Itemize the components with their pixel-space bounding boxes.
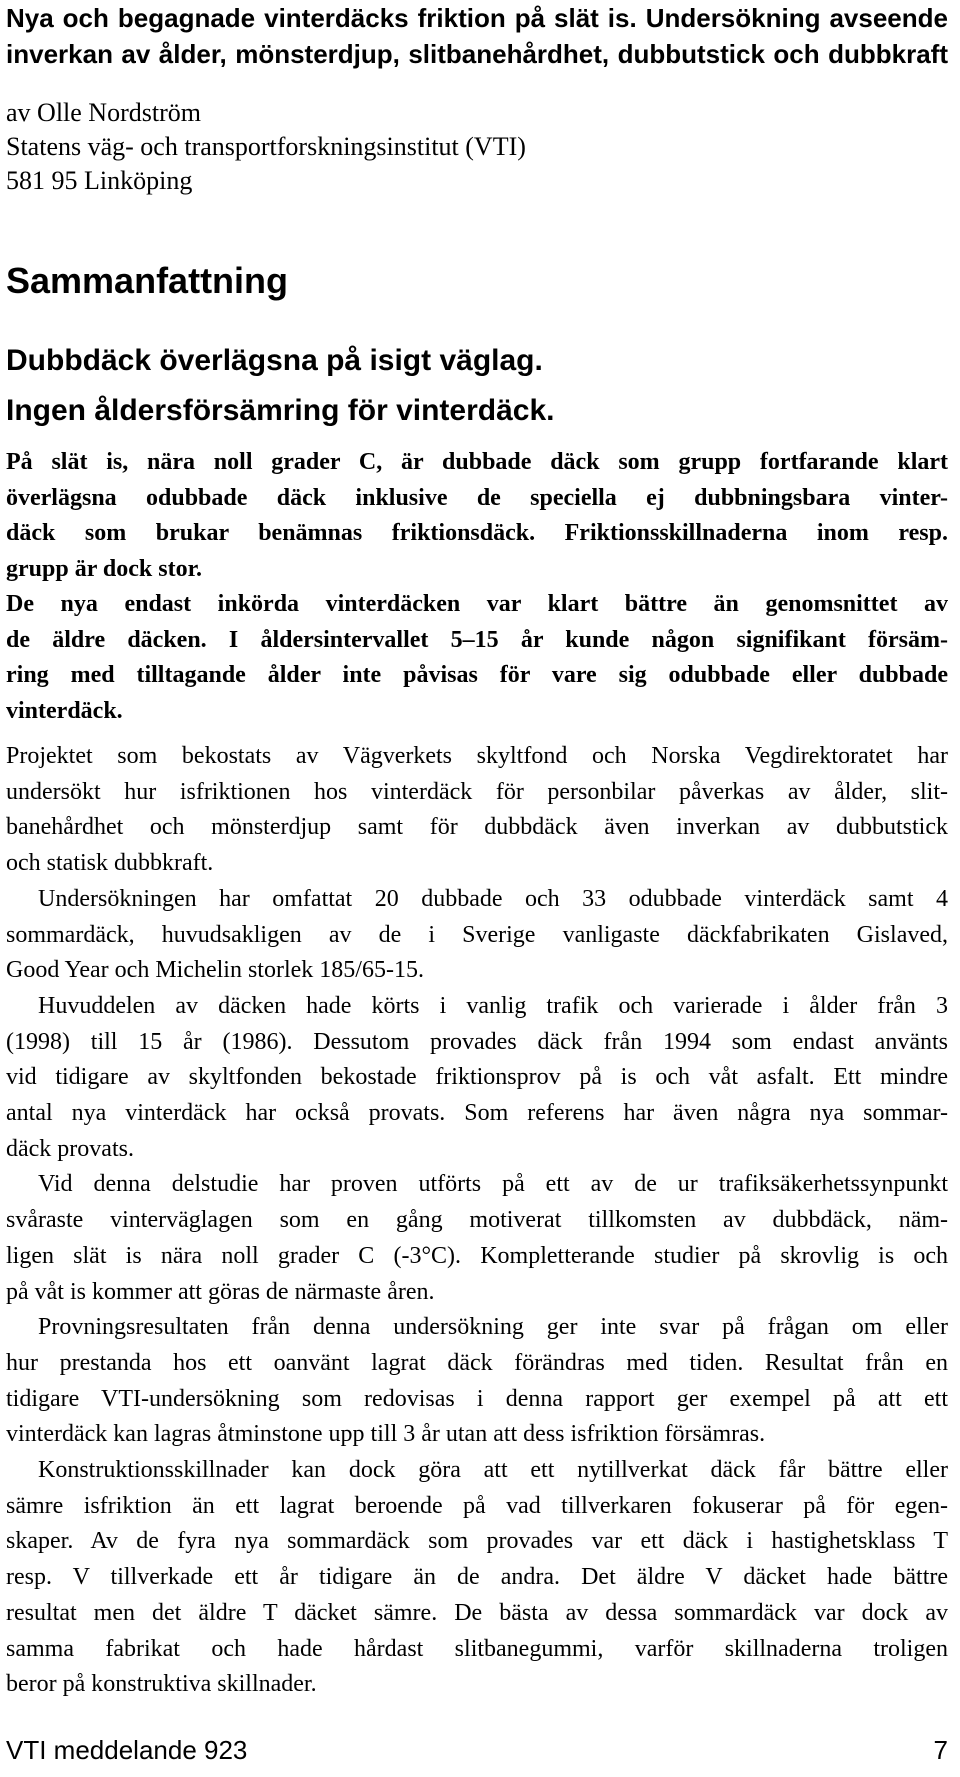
text-line: resultat men det äldre T däcket sämre. De bästa av dessa sommardäck var dock av — [6, 1599, 948, 1626]
document-title — [6, 0, 948, 72]
text-line: sämre isfriktion än ett lagrat beroende på vad tillverkaren fokuserar på för egen- — [6, 1492, 948, 1519]
publication-name: VTI meddelande 923 — [6, 1735, 248, 1765]
text-line: undersökt hur isfriktionen hos vinterdäck för personbilar påverkas av ålder, slit- — [6, 778, 948, 805]
text-line: De nya endast inkörda vinterdäcken var klart bättre än genomsnittet av — [6, 591, 948, 617]
author-block — [6, 96, 526, 198]
text-line: ring med tilltagande ålder inte påvisas för vare sig odubbade eller dubbade — [6, 662, 948, 688]
author-address: 581 95 Linköping — [6, 166, 193, 195]
page-footer — [6, 1732, 948, 1768]
text-line: banehårdhet och mönsterdjup samt för dubbdäck även inverkan av dubbutstick — [6, 814, 948, 841]
text-line: Undersökningen har omfattat 20 dubbade och 33 odubbade vinterdäck samt 4 — [38, 885, 948, 912]
text-line: och statisk dubbkraft. — [6, 850, 214, 877]
page-number: 7 — [933, 1735, 948, 1765]
text-line: (1998) till 15 år (1986). Dessutom provades däck från 1994 som endast använts — [6, 1028, 948, 1055]
text-line: Huvuddelen av däcken hade körts i vanlig trafik och varierade i ålder från 3 — [38, 992, 948, 1019]
text-line: antal nya vinterdäck har också provats. Som referens har även några nya sommar- — [6, 1100, 948, 1127]
text-line: däck provats. — [6, 1135, 134, 1162]
text-line: Vid denna delstudie har proven utförts på ett av de ur trafiksäkerhetssynpunkt — [38, 1171, 948, 1198]
text-line: ligen slät is nära noll grader C (-3°C). Kompletterande studier på skrovlig is och — [6, 1242, 948, 1269]
author-name: av Olle Nordström — [6, 98, 201, 127]
headline: Ingen åldersförsämring för vinterdäck. — [6, 394, 555, 427]
text-line: Good Year och Michelin storlek 185/65-15. — [6, 957, 424, 984]
text-line: vinterdäck. — [6, 697, 123, 724]
text-line: vinterdäck kan lagras åtminstone upp till 3 år utan att dess isfriktion försämras. — [6, 1421, 766, 1448]
text-line: överlägsna odubbade däck inklusive de speciella ej dubbningsbara vinter- — [6, 484, 948, 511]
text-line: hur prestanda hos ett oanvänt lagrat däck förändras med tiden. Resultat från en — [6, 1349, 948, 1376]
text-line: beror på konstruktiva skillnader. — [6, 1671, 317, 1698]
key-findings — [6, 445, 948, 729]
text-line: resp. V tillverkade ett år tidigare än de andra. Det äldre V däcket hade bättre — [6, 1564, 948, 1591]
text-line: samma fabrikat och hade hårdast slitbanegummi, varför skillnaderna troligen — [6, 1635, 948, 1662]
text-line: skaper. Av de fyra nya sommardäck som provades var ett däck i hastighetsklass T — [6, 1528, 948, 1555]
author-institute: Statens väg- och transportforskningsinstitut (VTI) — [6, 132, 526, 161]
text-line: tidigare VTI-undersökning som redovisas i denna rapport ger exempel på att ett — [6, 1385, 948, 1412]
document-page — [6, 0, 948, 1777]
text-line: Konstruktionsskillnader kan dock göra att ett nytillverkat däck får bättre eller — [38, 1457, 948, 1484]
text-line: vid tidigare av skyltfonden bekostade friktionsprov på is och våt asfalt. Ett mindre — [6, 1064, 948, 1091]
title-line: inverkan av ålder, mönsterdjup, slitbanehårdhet, dubbutstick och dubbkraft — [6, 39, 948, 69]
text-line: däck som brukar benämnas friktionsdäck. Friktionsskillnaderna inom resp. — [6, 520, 948, 546]
summary-heading: Sammanfattning — [6, 260, 289, 301]
title-line: Nya och begagnade vinterdäcks friktion på slät is. Undersökning avseende — [6, 3, 948, 33]
text-line: på våt is kommer att göras de närmaste åren. — [6, 1278, 435, 1305]
text-line: sommardäck, huvudsakligen av de i Sverige vanligaste däckfabrikaten Gislaved, — [6, 921, 948, 948]
text-line: Provningsresultaten från denna undersökning ger inte svar på frågan om eller — [38, 1314, 948, 1341]
text-line: svåraste vinterväglagen som en gång motiverat tillkomsten av dubbdäck, näm- — [6, 1207, 948, 1234]
text-line: de äldre däcken. I åldersintervallet 5–15 år kunde någon signifikant försäm- — [6, 626, 948, 653]
summary-body — [6, 739, 948, 1703]
text-line: grupp är dock stor. — [6, 555, 203, 582]
headline: Dubbdäck överlägsna på isigt väglag. — [6, 344, 543, 377]
text-line: Projektet som bekostats av Vägverkets skyltfond och Norska Vegdirektoratet har — [6, 743, 948, 769]
text-line: På slät is, nära noll grader C, är dubbade däck som grupp fortfarande klart — [6, 449, 948, 475]
